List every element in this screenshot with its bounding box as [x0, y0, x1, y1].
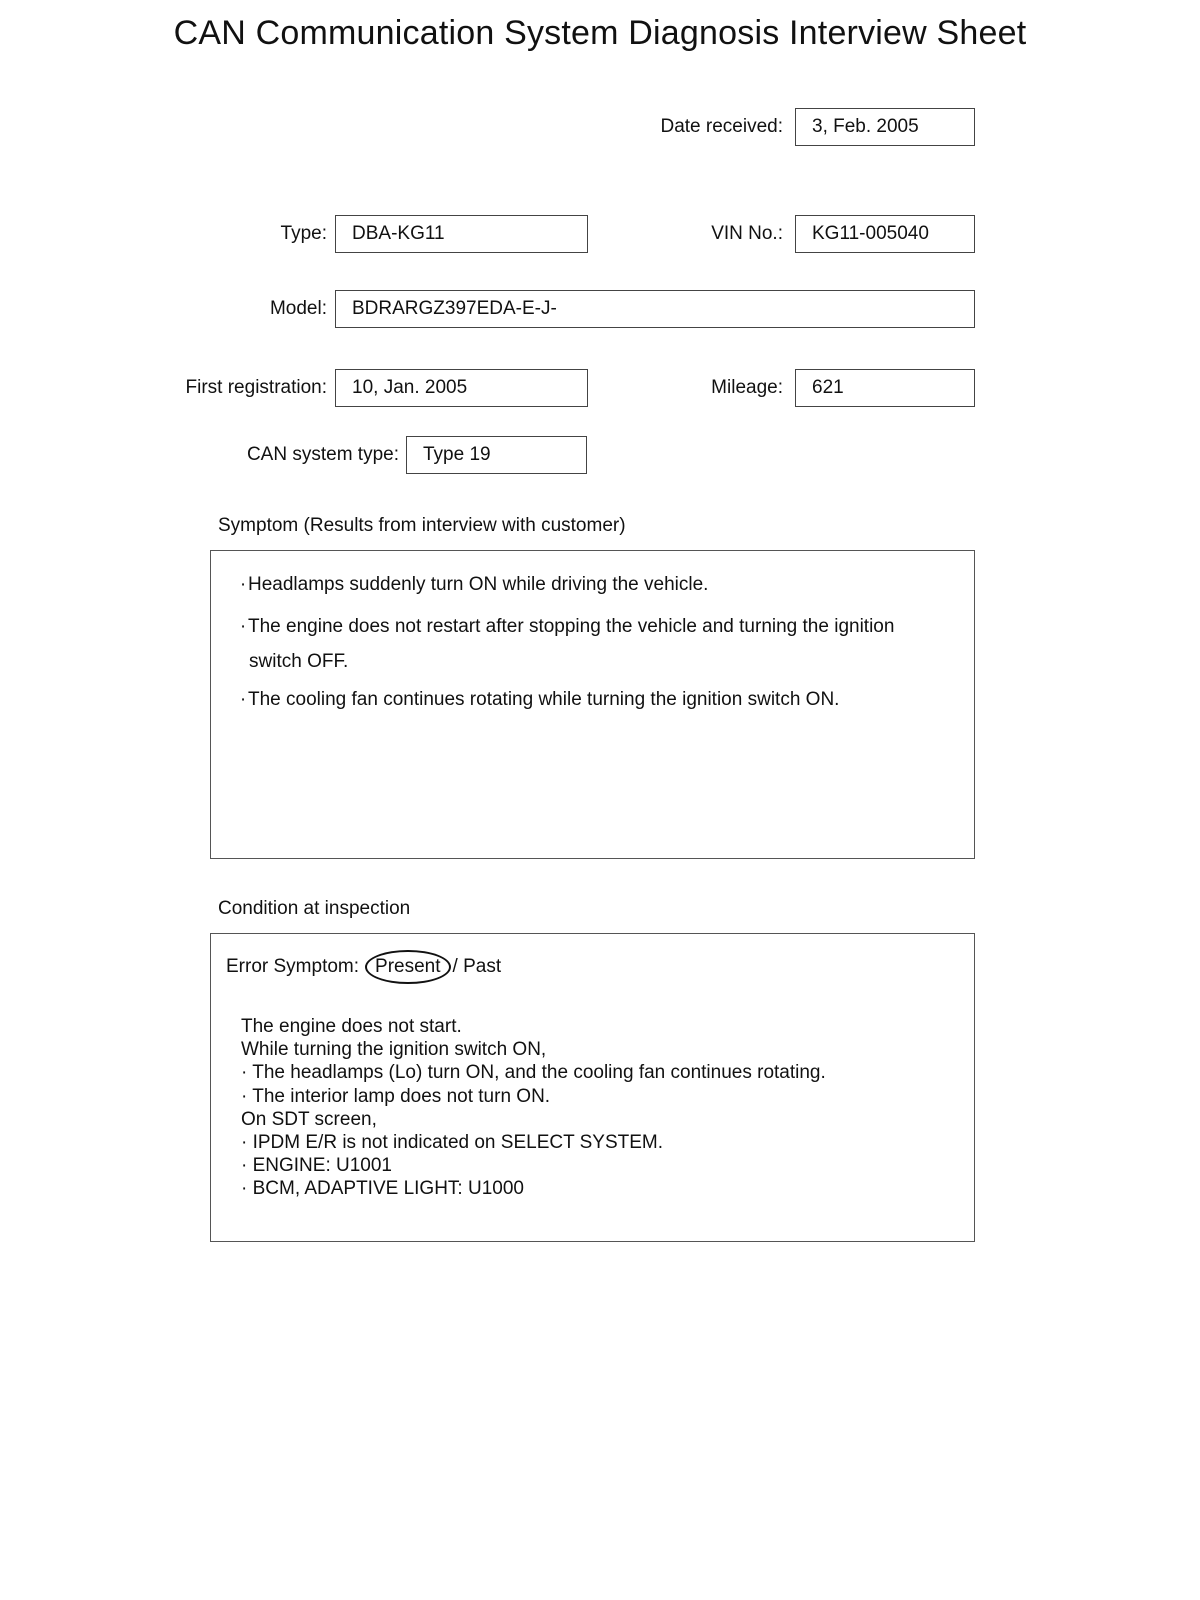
type-field[interactable]: [335, 215, 588, 253]
date-received-label: Date received:: [660, 116, 783, 137]
first-registration-label: First registration:: [185, 377, 327, 398]
can-system-type-field[interactable]: [406, 436, 587, 474]
can-system-type-label: CAN system type:: [246, 444, 399, 465]
vin-value: KG11-005040: [812, 223, 929, 244]
symptom-item-continuation: switch OFF.: [249, 651, 349, 672]
model-value: BDRARGZ397EDA-E-J-: [352, 298, 557, 319]
mileage-field[interactable]: [795, 369, 975, 407]
first-registration-value: 10, Jan. 2005: [352, 377, 468, 398]
mileage-value: 621: [812, 377, 844, 398]
condition-details: [241, 1015, 826, 1201]
symptom-item-text: The cooling fan continues rotating while turning the ignition switch ON.: [248, 689, 840, 710]
first-registration-field[interactable]: [335, 369, 588, 407]
vin-field[interactable]: [795, 215, 975, 253]
bullet-dot: ·: [239, 689, 247, 710]
condition-line: · The headlamps (Lo) turn ON, and the cooling fan continues rotating.: [241, 1062, 826, 1084]
bullet-dot: ·: [239, 616, 247, 637]
condition-line: The engine does not start.: [241, 1016, 462, 1037]
error-symptom-row: [226, 950, 501, 984]
condition-line: While turning the ignition switch ON,: [241, 1039, 547, 1061]
date-received-value: 3, Feb. 2005: [812, 116, 919, 137]
symptom-item: [238, 683, 839, 717]
date-received-field[interactable]: [795, 108, 975, 146]
present-circled: Present: [365, 950, 450, 984]
condition-line: · The interior lamp does not turn ON.: [241, 1085, 551, 1107]
symptom-item: [238, 568, 708, 602]
type-label: Type:: [280, 223, 327, 244]
past-option: / Past: [452, 956, 502, 977]
condition-heading: Condition at inspection: [218, 898, 411, 919]
error-symptom-label: Error Symptom:: [226, 956, 360, 977]
page-title: CAN Communication System Diagnosis Interview Sheet: [173, 14, 1027, 52]
model-field[interactable]: [335, 290, 975, 328]
condition-line: · IPDM E/R is not indicated on SELECT SYSTEM.: [241, 1132, 664, 1154]
symptom-item-text: The engine does not restart after stopping the vehicle and turning the ignition: [248, 616, 895, 637]
condition-line: On SDT screen,: [241, 1108, 377, 1130]
bullet-dot: ·: [239, 574, 247, 595]
vin-label: VIN No.:: [711, 223, 783, 244]
condition-line: · ENGINE: U1001: [241, 1155, 392, 1177]
symptom-item-text: Headlamps suddenly turn ON while driving the vehicle.: [248, 574, 709, 595]
mileage-label: Mileage:: [711, 377, 783, 398]
type-value: DBA-KG11: [352, 223, 445, 244]
model-label: Model:: [269, 298, 327, 319]
can-system-type-value: Type 19: [423, 444, 491, 465]
symptom-heading: Symptom (Results from interview with customer): [218, 515, 626, 536]
condition-line: · BCM, ADAPTIVE LIGHT: U1000: [241, 1178, 524, 1200]
symptom-item: [238, 610, 894, 644]
